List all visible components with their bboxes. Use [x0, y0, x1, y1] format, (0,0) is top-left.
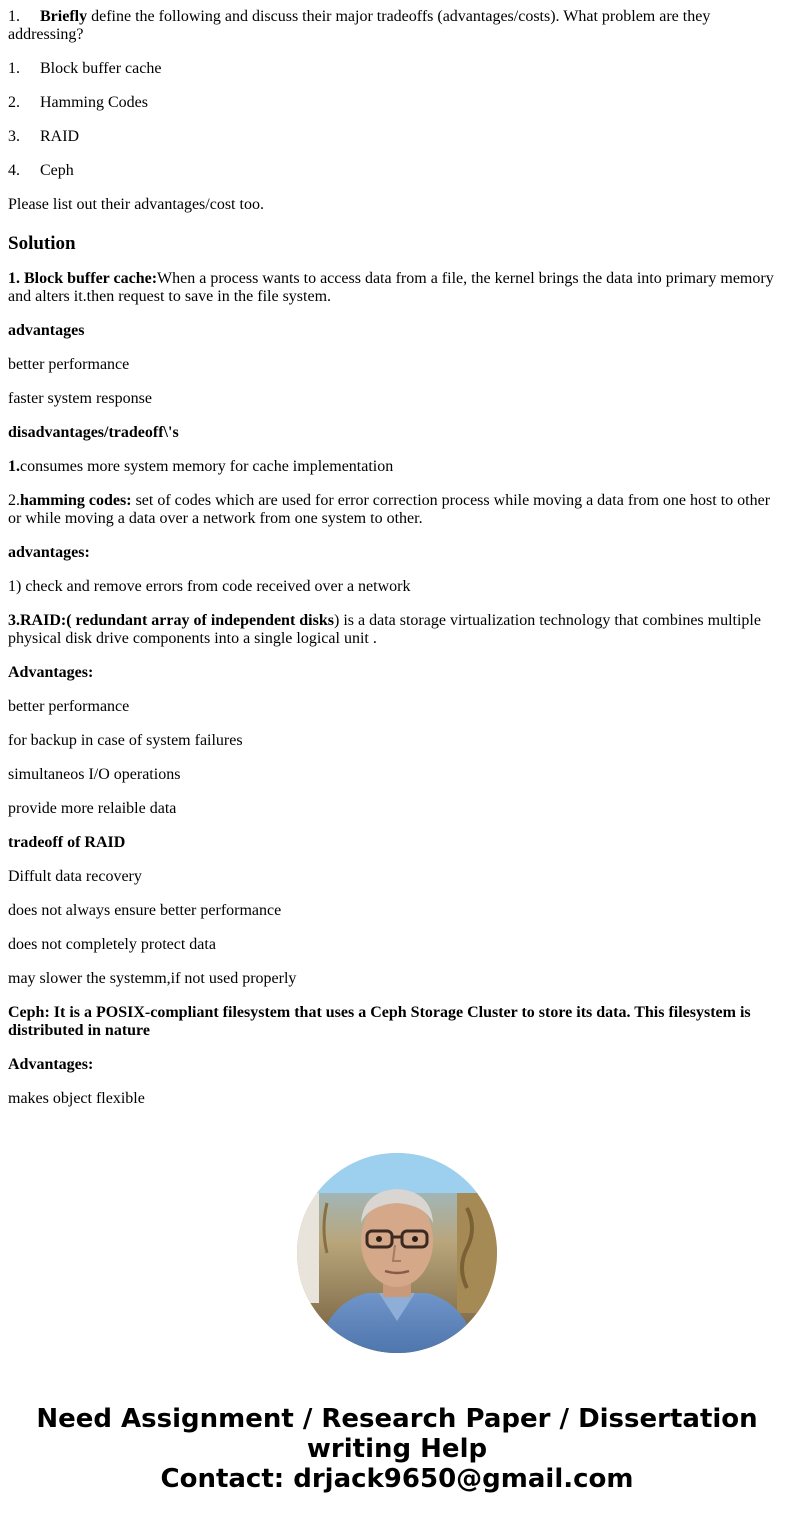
avatar: [297, 1153, 497, 1353]
footer-banner: [0, 1404, 794, 1494]
raid-trade-item: may slower the systemm,if not used properly: [8, 970, 297, 987]
block-adv-heading: advantages: [8, 322, 85, 339]
raid-adv-item: better performance: [8, 698, 130, 715]
block-buffer-definition: 1. Block buffer cache:When a process wants to access data from a file, the kernel brings the data into primary memory and alters it.then request to save in the file system.: [8, 270, 774, 305]
question-number: 1.: [8, 8, 20, 25]
question-bold: Briefly: [40, 8, 88, 25]
ceph-definition: Ceph: It is a POSIX-compliant filesystem that uses a Ceph Storage Cluster to store its data. This filesystem is distributed in nature: [8, 1004, 751, 1039]
footer-help-text: Need Assignment / Research Paper / Dissertation writing Help: [36, 1404, 758, 1464]
document-body: [8, 8, 786, 1124]
solution-heading: Solution: [8, 233, 76, 254]
question-text: define the following and discuss their major tradeoffs (advantages/costs). What problem are they addressing?: [8, 8, 711, 43]
question-closing: Please list out their advantages/cost too.: [8, 196, 264, 213]
raid-trade-item: Diffult data recovery: [8, 868, 142, 885]
footer-contact: Contact: drjack9650@gmail.com: [160, 1464, 634, 1494]
list-item: 1. Block buffer cache: [8, 60, 162, 77]
raid-adv-item: provide more relaible data: [8, 800, 177, 817]
raid-adv-item: simultaneos I/O operations: [8, 766, 181, 783]
raid-adv-item: for backup in case of system failures: [8, 732, 243, 749]
raid-trade-item: does not completely protect data: [8, 936, 216, 953]
block-adv-item: faster system response: [8, 390, 152, 407]
portrait-image: [297, 1153, 497, 1353]
block-dis-item: 1.consumes more system memory for cache implementation: [8, 458, 394, 475]
question-intro: [8, 8, 786, 44]
list-item: 4. Ceph: [8, 162, 74, 179]
ceph-adv-heading: Advantages:: [8, 1056, 94, 1073]
hamming-definition: 2.hamming codes: set of codes which are used for error correction process while moving a data from one host to other or while moving a data over a network from one system to other.: [8, 492, 771, 527]
raid-definition: 3.RAID:( redundant array of independent disks) is a data storage virtualization technology that combines multiple physical disk drive components into a single logical unit .: [8, 612, 761, 647]
block-dis-heading: disadvantages/tradeoff\'s: [8, 424, 179, 441]
list-item: 2. Hamming Codes: [8, 94, 148, 111]
hamming-adv-item: 1) check and remove errors from code received over a network: [8, 578, 411, 595]
ceph-adv-item: makes object flexible: [8, 1090, 145, 1107]
hamming-adv-heading: advantages:: [8, 544, 90, 561]
list-item: 3. RAID: [8, 128, 80, 145]
raid-trade-item: does not always ensure better performance: [8, 902, 282, 919]
block-adv-item: better performance: [8, 356, 130, 373]
raid-trade-heading: tradeoff of RAID: [8, 834, 126, 851]
raid-adv-heading: Advantages:: [8, 664, 94, 681]
